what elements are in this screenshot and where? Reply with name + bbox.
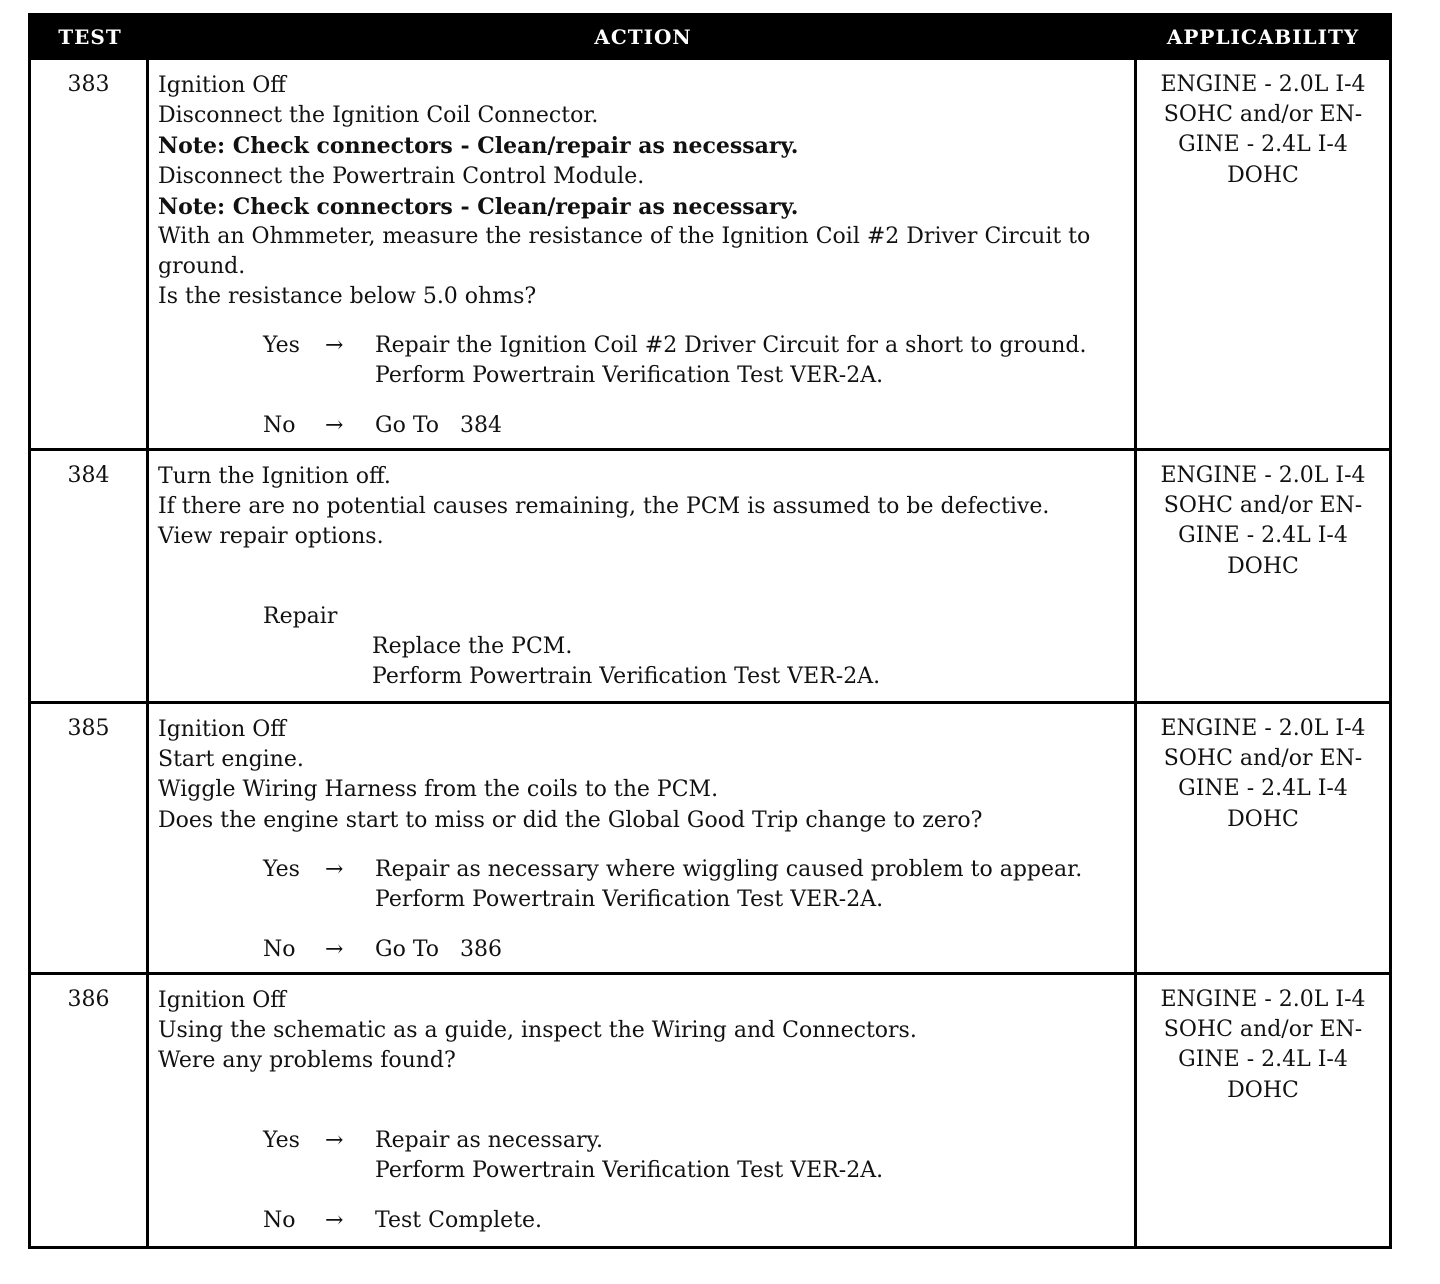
yes-label: Yes — [263, 857, 300, 882]
applicability-line: GINE - 2.4L I-4 — [1178, 776, 1348, 802]
action-line: View repair options. — [158, 524, 384, 550]
applicability-line: ENGINE - 2.0L I-4 — [1160, 716, 1366, 741]
header-applicability: APPLICABILITY — [1166, 25, 1360, 49]
applicability-line: DOHC — [1227, 1077, 1299, 1103]
yes-text: Repair as necessary where wiggling caused problem to appear. — [375, 857, 1083, 882]
yes-label: Yes — [263, 333, 300, 358]
applicability-line: GINE - 2.4L I-4 — [1178, 132, 1348, 158]
repair-text: Replace the PCM. — [372, 634, 573, 659]
action-line: Disconnect the Ignition Coil Connector. — [158, 103, 599, 129]
action-note: Note: Check connectors - Clean/repair as necessary. — [158, 133, 799, 160]
applicability-line: DOHC — [1227, 553, 1299, 579]
arrow-right-icon: → — [325, 413, 344, 438]
action-note: Note: Check connectors - Clean/repair as necessary. — [158, 193, 799, 220]
action-line: Ignition Off — [158, 73, 286, 98]
applicability-line: ENGINE - 2.0L I-4 — [1160, 72, 1366, 97]
action-line: If there are no potential causes remaining, the PCM is assumed to be defective. — [158, 494, 1050, 520]
action-line: Start engine. — [158, 747, 304, 773]
action-line: Does the engine start to miss or did the Global Good Trip change to zero? — [158, 807, 983, 833]
action-line: Using the schematic as a guide, inspect the Wiring and Connectors. — [158, 1018, 917, 1044]
yes-label: Yes — [263, 1128, 300, 1153]
applicability-cell — [1137, 60, 1389, 451]
action-line: Ignition Off — [158, 988, 286, 1013]
arrow-right-icon: → — [325, 1128, 344, 1153]
applicability-line: GINE - 2.4L I-4 — [1178, 523, 1348, 549]
header-test: TEST — [58, 25, 122, 49]
applicability-cell — [1137, 975, 1389, 1246]
no-text: Go To 386 — [375, 937, 502, 962]
arrow-right-icon: → — [325, 857, 344, 882]
table-header — [31, 16, 1389, 57]
test-number: 383 — [31, 60, 149, 451]
applicability-line: GINE - 2.4L I-4 — [1178, 1047, 1348, 1073]
action-cell — [149, 704, 1137, 974]
no-label: No — [263, 937, 296, 962]
action-line: With an Ohmmeter, measure the resistance of the Ignition Coil #2 Driver Circuit to — [158, 224, 1091, 250]
arrow-right-icon: → — [325, 333, 344, 358]
applicability-line: SOHC and/or EN- — [1163, 1017, 1363, 1043]
applicability-line: SOHC and/or EN- — [1163, 102, 1363, 128]
action-line: Disconnect the Powertrain Control Module. — [158, 163, 645, 189]
applicability-cell — [1137, 704, 1389, 974]
action-line: Wiggle Wiring Harness from the coils to the PCM. — [158, 777, 719, 803]
table-row-385 — [31, 701, 1389, 974]
action-line: ground. — [158, 254, 246, 280]
applicability-line: ENGINE - 2.0L I-4 — [1160, 987, 1366, 1012]
arrow-right-icon: → — [325, 1208, 344, 1233]
action-line: Ignition Off — [158, 717, 286, 742]
no-label: No — [263, 413, 296, 438]
table-row-386 — [31, 972, 1389, 1246]
yes-text-2: Perform Powertrain Verification Test VER-2A. — [375, 363, 884, 388]
applicability-cell — [1137, 451, 1389, 702]
applicability-line: DOHC — [1227, 162, 1299, 188]
action-line: Turn the Ignition off. — [158, 464, 391, 489]
table-row-383 — [31, 57, 1389, 451]
diagnostic-table — [28, 13, 1392, 1249]
test-number: 385 — [31, 704, 149, 974]
header-action: ACTION — [594, 25, 692, 49]
applicability-line: SOHC and/or EN- — [1163, 493, 1363, 519]
yes-text-2: Perform Powertrain Verification Test VER-2A. — [375, 1158, 884, 1183]
applicability-line: DOHC — [1227, 806, 1299, 832]
action-line: Is the resistance below 5.0 ohms? — [158, 284, 537, 310]
action-cell — [149, 451, 1137, 702]
table-row-384 — [31, 448, 1389, 702]
no-label: No — [263, 1208, 296, 1233]
test-number: 386 — [31, 975, 149, 1246]
yes-text: Repair as necessary. — [375, 1128, 603, 1153]
repair-label: Repair — [263, 604, 338, 629]
repair-text-2: Perform Powertrain Verification Test VER-2A. — [372, 664, 881, 689]
no-text: Go To 384 — [375, 413, 502, 438]
no-text: Test Complete. — [375, 1208, 543, 1233]
applicability-line: ENGINE - 2.0L I-4 — [1160, 463, 1366, 488]
test-number: 384 — [31, 451, 149, 702]
yes-text-2: Perform Powertrain Verification Test VER-2A. — [375, 887, 884, 912]
applicability-line: SOHC and/or EN- — [1163, 746, 1363, 772]
action-line: Were any problems found? — [158, 1048, 456, 1074]
action-cell — [149, 60, 1137, 451]
arrow-right-icon: → — [325, 937, 344, 962]
action-cell — [149, 975, 1137, 1246]
yes-text: Repair the Ignition Coil #2 Driver Circuit for a short to ground. — [375, 333, 1087, 358]
